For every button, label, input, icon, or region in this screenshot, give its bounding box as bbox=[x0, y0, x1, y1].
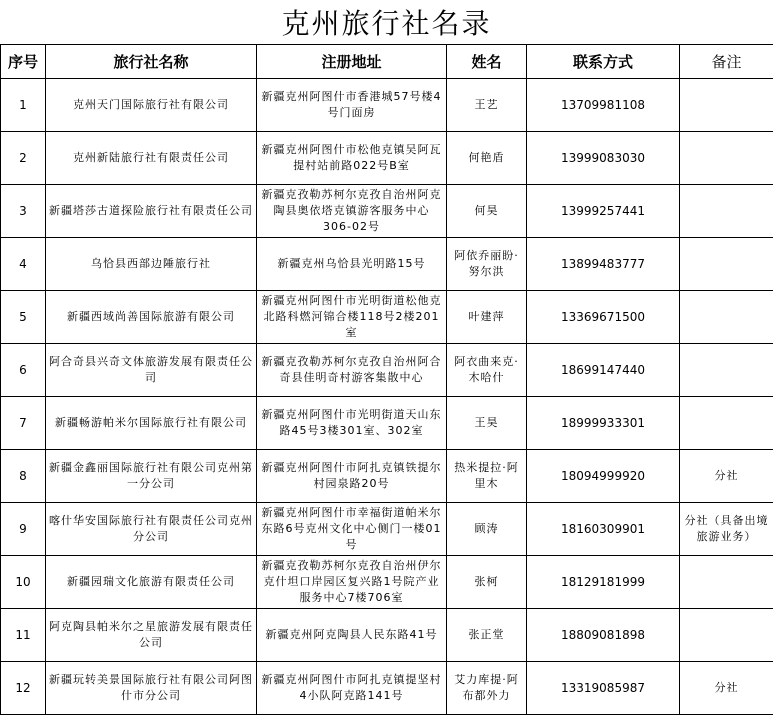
contact-phone: 13999083030 bbox=[527, 132, 680, 185]
header-person: 姓名 bbox=[447, 45, 527, 79]
remark bbox=[680, 556, 773, 609]
header-contact: 联系方式 bbox=[527, 45, 680, 79]
registered-address: 新疆克州阿图什市光明街道天山东路45号3楼301室、302室 bbox=[257, 397, 447, 450]
registered-address: 新疆克孜勒苏柯尔克孜自治州阿克陶县奥依塔克镇游客服务中心306-02号 bbox=[257, 185, 447, 238]
agency-name: 新疆园瑞文化旅游有限责任公司 bbox=[46, 556, 257, 609]
row-number: 1 bbox=[1, 79, 46, 132]
remark: 分社（具备出境旅游业务） bbox=[680, 503, 773, 556]
header-no: 序号 bbox=[1, 45, 46, 79]
contact-person: 阿依乔丽盼·努尔洪 bbox=[447, 238, 527, 291]
contact-person: 何昊 bbox=[447, 185, 527, 238]
agency-name: 新疆塔莎古道探险旅行社有限责任公司 bbox=[46, 185, 257, 238]
contact-phone: 13319085987 bbox=[527, 662, 680, 715]
agency-name: 克州天门国际旅行社有限公司 bbox=[46, 79, 257, 132]
row-number: 2 bbox=[1, 132, 46, 185]
registered-address: 新疆克州阿图什市阿扎克镇提坚村4小队阿克路141号 bbox=[257, 662, 447, 715]
agency-name: 阿合奇县兴奇文体旅游发展有限责任公司 bbox=[46, 344, 257, 397]
registered-address: 新疆克州阿图什市香港城57号楼4号门面房 bbox=[257, 79, 447, 132]
agency-name: 乌恰县西部边陲旅行社 bbox=[46, 238, 257, 291]
table-row bbox=[1, 503, 773, 556]
registered-address: 新疆克州阿图什市幸福街道帕米尔东路6号克州文化中心侧门一楼01号 bbox=[257, 503, 447, 556]
agency-name: 新疆西域尚善国际旅游有限公司 bbox=[46, 291, 257, 344]
row-number: 3 bbox=[1, 185, 46, 238]
contact-phone: 18160309901 bbox=[527, 503, 680, 556]
contact-phone: 18094999920 bbox=[527, 450, 680, 503]
header-note: 备注 bbox=[680, 45, 773, 79]
contact-person: 热米提拉·阿里木 bbox=[447, 450, 527, 503]
contact-person: 阿衣曲来克·木哈什 bbox=[447, 344, 527, 397]
contact-phone: 18129181999 bbox=[527, 556, 680, 609]
contact-phone: 13999257441 bbox=[527, 185, 680, 238]
contact-phone: 18699147440 bbox=[527, 344, 680, 397]
document-title: 克州旅行社名录 bbox=[281, 7, 492, 40]
registered-address: 新疆克州阿克陶县人民东路41号 bbox=[257, 609, 447, 662]
remark: 分社 bbox=[680, 450, 773, 503]
contact-person: 王艺 bbox=[447, 79, 527, 132]
travel-agency-table bbox=[0, 44, 773, 715]
contact-phone: 18999933301 bbox=[527, 397, 680, 450]
contact-person: 叶建萍 bbox=[447, 291, 527, 344]
remark bbox=[680, 79, 773, 132]
registered-address: 新疆克孜勒苏柯尔克孜自治州伊尔克什坦口岸园区复兴路1号院产业服务中心7楼706室 bbox=[257, 556, 447, 609]
row-number: 12 bbox=[1, 662, 46, 715]
contact-phone: 13369671500 bbox=[527, 291, 680, 344]
agency-name: 喀什华安国际旅行社有限责任公司克州分公司 bbox=[46, 503, 257, 556]
remark bbox=[680, 291, 773, 344]
agency-name: 阿克陶县帕米尔之星旅游发展有限责任公司 bbox=[46, 609, 257, 662]
agency-name: 克州新陆旅行社有限责任公司 bbox=[46, 132, 257, 185]
registered-address: 新疆克州阿图什市阿扎克镇铁提尔村园泉路20号 bbox=[257, 450, 447, 503]
table-row bbox=[1, 344, 773, 397]
header-address: 注册地址 bbox=[257, 45, 447, 79]
registered-address: 新疆克州阿图什市松他克镇吴阿瓦提村站前路022号B室 bbox=[257, 132, 447, 185]
remark bbox=[680, 609, 773, 662]
row-number: 6 bbox=[1, 344, 46, 397]
row-number: 7 bbox=[1, 397, 46, 450]
table-row bbox=[1, 609, 773, 662]
table-row bbox=[1, 291, 773, 344]
row-number: 10 bbox=[1, 556, 46, 609]
remark bbox=[680, 185, 773, 238]
contact-phone: 18809081898 bbox=[527, 609, 680, 662]
agency-name: 新疆玩转美景国际旅行社有限公司阿图什市分公司 bbox=[46, 662, 257, 715]
row-number: 9 bbox=[1, 503, 46, 556]
contact-person: 艾力库提·阿布都外力 bbox=[447, 662, 527, 715]
table-row bbox=[1, 79, 773, 132]
contact-person: 张柯 bbox=[447, 556, 527, 609]
table-row bbox=[1, 556, 773, 609]
table-row bbox=[1, 662, 773, 715]
registered-address: 新疆克孜勒苏柯尔克孜自治州阿合奇县佳明奇村游客集散中心 bbox=[257, 344, 447, 397]
row-number: 4 bbox=[1, 238, 46, 291]
contact-person: 王昊 bbox=[447, 397, 527, 450]
registered-address: 新疆克州阿图什市光明街道松他克北路科燃河锦合楼118号2楼201室 bbox=[257, 291, 447, 344]
row-number: 8 bbox=[1, 450, 46, 503]
table-row bbox=[1, 238, 773, 291]
registered-address: 新疆克州乌恰县光明路15号 bbox=[257, 238, 447, 291]
agency-name: 新疆畅游帕米尔国际旅行社有限公司 bbox=[46, 397, 257, 450]
remark bbox=[680, 238, 773, 291]
remark bbox=[680, 397, 773, 450]
row-number: 5 bbox=[1, 291, 46, 344]
agency-name: 新疆金鑫丽国际旅行社有限公司克州第一分公司 bbox=[46, 450, 257, 503]
contact-phone: 13899483777 bbox=[527, 238, 680, 291]
remark: 分社 bbox=[680, 662, 773, 715]
remark bbox=[680, 344, 773, 397]
contact-person: 顾涛 bbox=[447, 503, 527, 556]
row-number: 11 bbox=[1, 609, 46, 662]
table-row bbox=[1, 450, 773, 503]
contact-person: 何艳盾 bbox=[447, 132, 527, 185]
contact-person: 张正堂 bbox=[447, 609, 527, 662]
header-agency-name: 旅行社名称 bbox=[46, 45, 257, 79]
contact-phone: 13709981108 bbox=[527, 79, 680, 132]
remark bbox=[680, 132, 773, 185]
table-row bbox=[1, 185, 773, 238]
table-row bbox=[1, 132, 773, 185]
table-header-row bbox=[1, 45, 773, 79]
table-row bbox=[1, 397, 773, 450]
